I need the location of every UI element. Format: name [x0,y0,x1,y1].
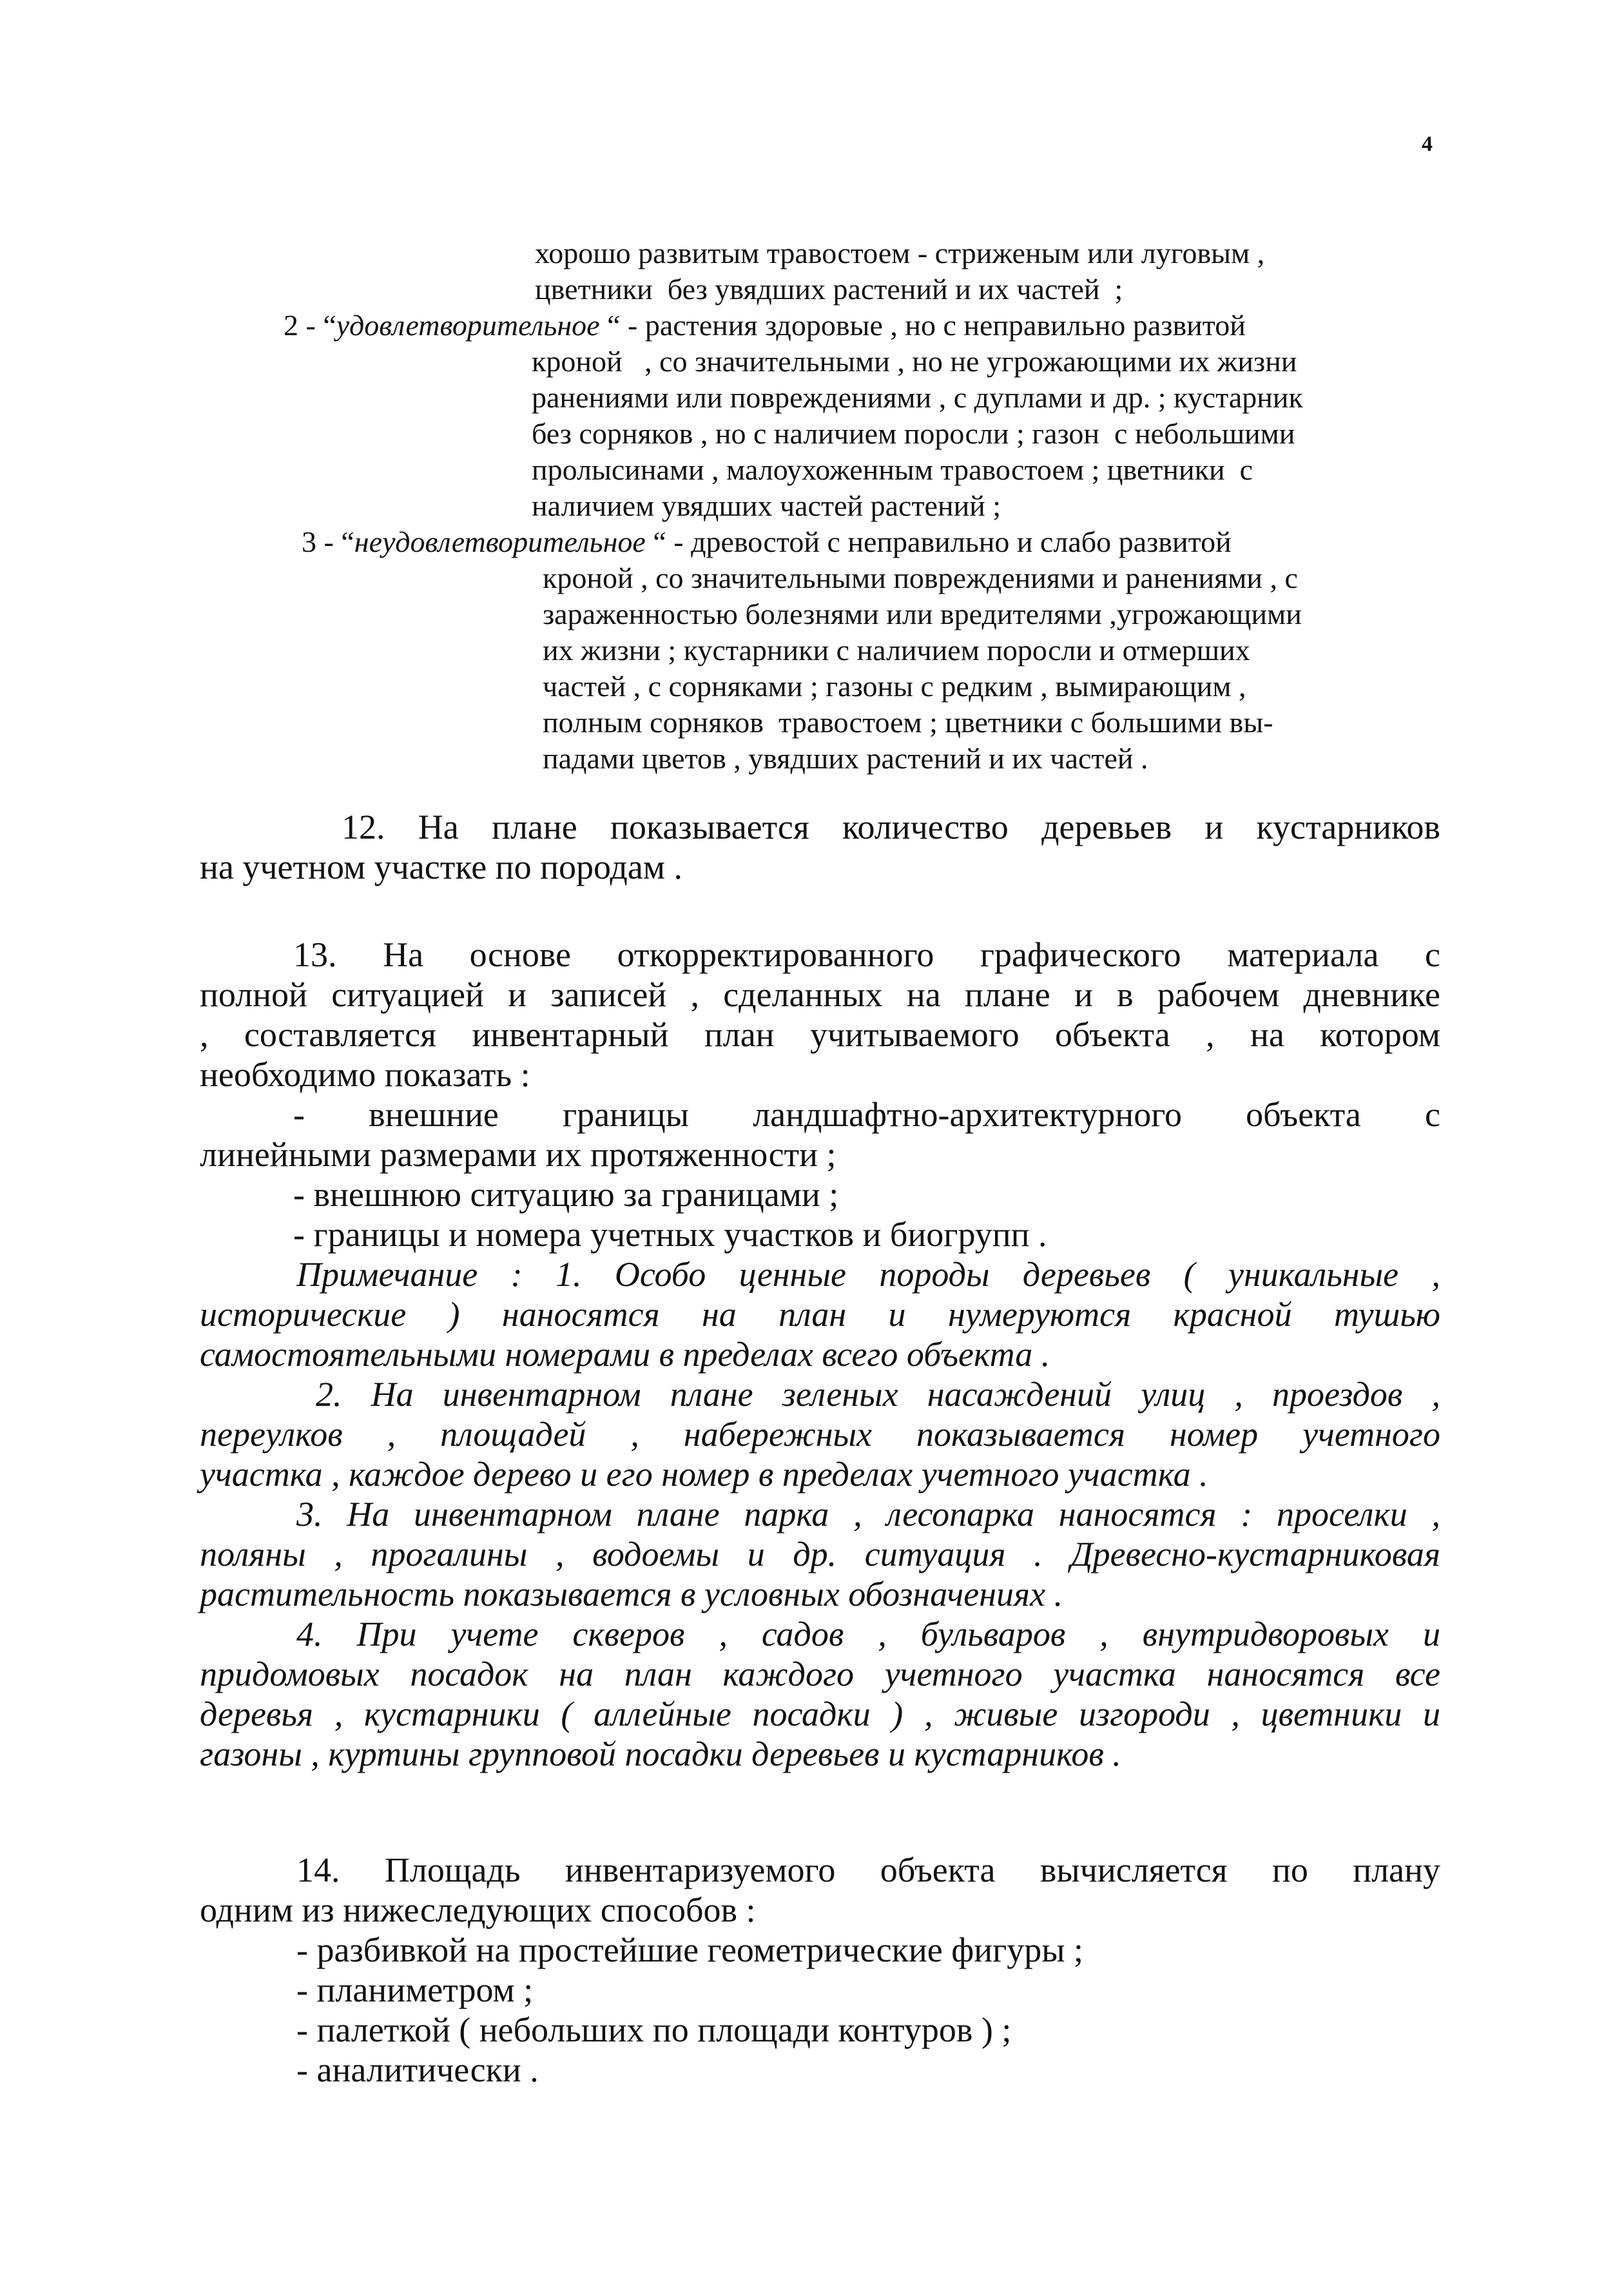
item1-continuation [535,235,1264,307]
paragraph-13 [200,935,1440,1254]
note-line: исторические ) наносятся на план и нумеруются красной тушью [200,1295,1440,1334]
text-line: - границы и номера учетных участков и биогрупп . [293,1215,1047,1254]
text-line: - разбивкой на простейшие геометрические фигуры ; [296,1931,1084,1969]
note-line: 4. При учете скверов , садов , бульваров , внутридворовых и [296,1615,1440,1653]
note-line: газоны , куртины групповой посадки деревьев и кустарников . [200,1735,1121,1773]
note-line: 3. На инвентарном плане парка , лесопарка наносятся : проселки , [296,1495,1440,1533]
text-line: полной ситуацией и записей , сделанных на плане и в рабочем дневнике [200,975,1440,1014]
text-line: ранениями или повреждениями , с дуплами и др. ; кустарник [532,381,1303,414]
text-line: - палеткой ( небольших по площади контуров ) ; [296,2010,1012,2049]
text-line: 14. Площадь инвентаризуемого объекта вычисляется по плану [296,1851,1440,1889]
text-line: - планиметром ; [296,1971,534,2009]
note-line: поляны , прогалины , водоемы и др. ситуация . Древесно-кустарниковая [200,1535,1440,1573]
item3-term: неудовлетворительное [354,525,646,558]
item3-prefix: 3 - “ [302,525,354,558]
text-line: хорошо развитым травостоем - стриженым или луговым , [535,237,1265,269]
text-line: 12. На плане показывается количество деревьев и кустарников [342,808,1440,846]
note-line: Примечание : 1. Особо ценные породы деревьев ( уникальные , [296,1255,1440,1294]
item3-body [543,560,1302,777]
paragraph-12 [200,807,1440,887]
text-line: на учетном участке по породам . [200,848,683,886]
text-line: кроной , со значительными повреждениями и ранениями , с [543,561,1298,594]
note-line: придомовых посадок на план каждого учетного участка наносятся все [200,1655,1440,1693]
text-line: пролысинами , малоухоженным травостоем ; цветники с [532,453,1253,486]
item2-prefix: 2 - “ [284,309,336,342]
text-line: цветники без увядших растений и их частей ; [535,273,1123,306]
note-line: переулков , площадей , набережных показывается номер учетного [200,1415,1440,1454]
notes [200,1254,1440,1774]
item3-suffix: “ - древостой с неправильно и слабо развитой [645,525,1232,558]
text-line: - аналитически . [296,2050,539,2089]
note-line: деревья , кустарники ( аллейные посадки ) , живые изгороди , цветники и [200,1695,1440,1733]
text-line: 13. На основе откорректированного графического материала с [293,935,1440,974]
text-line: без сорняков , но с наличием поросли ; газон с небольшими [532,417,1295,450]
text-line: их жизни ; кустарники с наличием поросли и отмерших [543,634,1250,667]
text-line: падами цветов , увядших растений и их частей . [543,742,1148,775]
text-line: одним из нижеследующих способов : [200,1891,756,1929]
page-number: 4 [1422,132,1433,156]
text-line: наличием увядших частей растений ; [532,489,1001,522]
text-line: необходимо показать : [200,1055,530,1094]
note-line: растительность показывается в условных обозначениях . [200,1575,1063,1613]
note-line: участка , каждое дерево и его номер в пределах учетного участка . [200,1455,1208,1494]
item2-term: удовлетворительное [336,309,600,342]
item2-suffix: “ - растения здоровые , но с неправильно развитой [599,309,1246,342]
text-line: - внешние границы ландшафтно-архитектурного объекта с [293,1095,1440,1134]
item2-first-line [284,307,1246,344]
text-line: - внешнюю ситуацию за границами ; [293,1175,839,1214]
text-line: , составляется инвентарный план учитываемого объекта , на котором [200,1015,1440,1054]
text-line: кроной , со значительными , но не угрожающими их жизни [532,345,1297,378]
note-line: самостоятельными номерами в пределах всего объекта . [200,1335,1050,1374]
item3-first-line [302,524,1232,560]
text-line: частей , с сорняками ; газоны с редким , вымирающим , [543,670,1246,703]
item2-body [532,344,1303,524]
text-line: зараженностью болезнями или вредителями ,угрожающими [543,598,1302,630]
text-line: полным сорняков травостоем ; цветники с большими вы- [543,706,1273,739]
note-line: 2. На инвентарном плане зеленых насаждений улиц , проездов , [316,1375,1440,1414]
text-line: линейными размерами их протяженности ; [200,1135,836,1174]
paragraph-14 [200,1850,1440,2090]
